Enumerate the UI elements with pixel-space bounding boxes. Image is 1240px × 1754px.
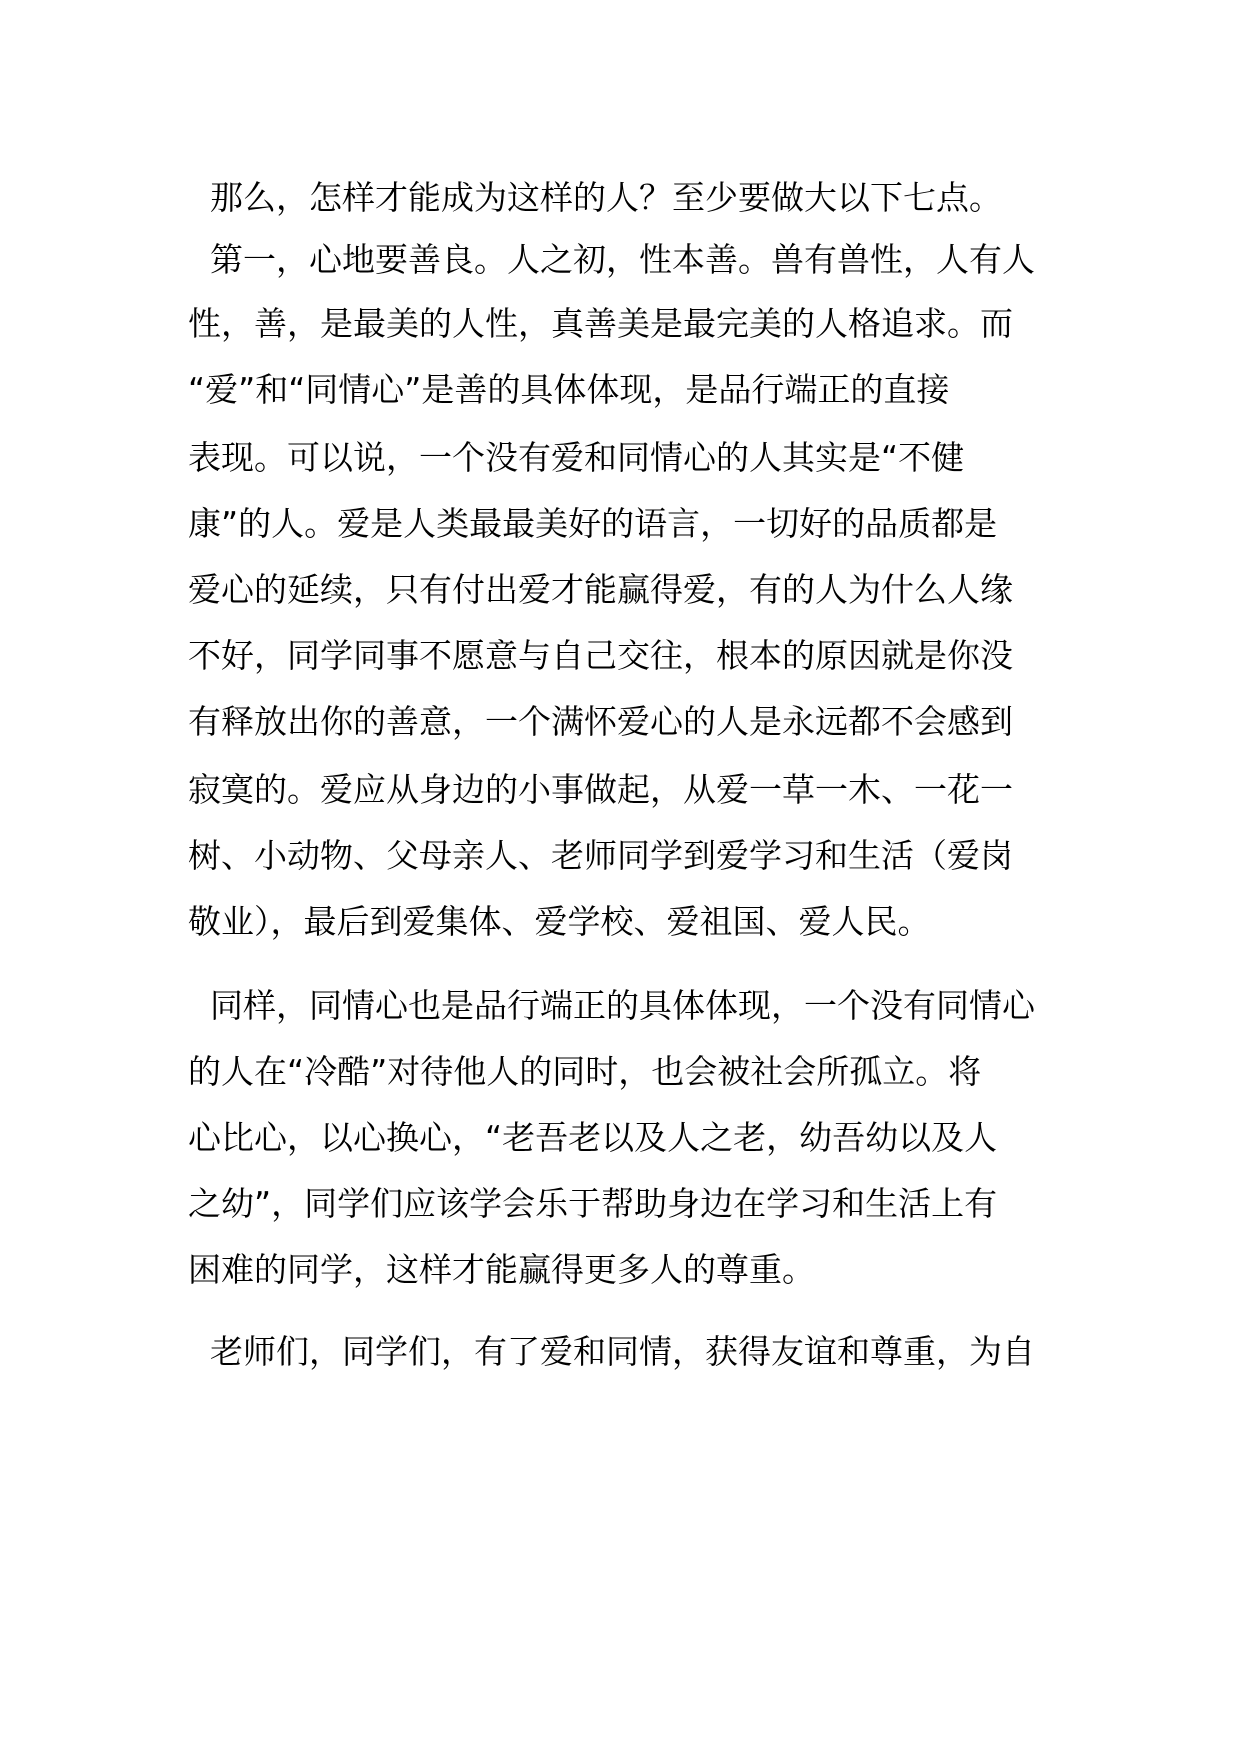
paragraph-3-line-3: 心比心，以心换心，“老吾老以及人之老，幼吾幼以及人 [188, 1118, 998, 1157]
paragraph-2-line-2: 性，善，是最美的人性，真善美是最完美的人格追求。而 [188, 304, 1013, 343]
paragraph-2-line-7: 不好，同学同事不愿意与自己交往，根本的原因就是你没 [188, 636, 1013, 675]
paragraph-3-line-5: 困难的同学，这样才能赢得更多人的尊重。 [188, 1250, 815, 1289]
paragraph-2-line-4: 表现。可以说，一个没有爱和同情心的人其实是“不健 [188, 438, 965, 477]
paragraph-1-line-1: 那么，怎样才能成为这样的人？至少要做大以下七点。 [210, 178, 1002, 217]
paragraph-2-line-5: 康”的人。爱是人类最最美好的语言，一切好的品质都是 [188, 504, 998, 543]
paragraph-2-line-9: 寂寞的。爱应从身边的小事做起，从爱一草一木、一花一 [188, 770, 1013, 809]
paragraph-2-line-8: 有释放出你的善意，一个满怀爱心的人是永远都不会感到 [188, 702, 1013, 741]
paragraph-2-line-10: 树、小动物、父母亲人、老师同学到爱学习和生活（爱岗 [188, 836, 1013, 875]
paragraph-3-line-4: 之幼”，同学们应该学会乐于帮助身边在学习和生活上有 [188, 1184, 998, 1223]
paragraph-4-line-1: 老师们，同学们，有了爱和同情，获得友谊和尊重，为自 [210, 1332, 1035, 1371]
paragraph-2-line-3: “爱”和“同情心”是善的具体体现，是品行端正的直接 [188, 370, 950, 409]
paragraph-3-line-2: 的人在“冷酷”对待他人的同时，也会被社会所孤立。将 [188, 1052, 982, 1091]
paragraph-2-line-11: 敬业），最后到爱集体、爱学校、爱祖国、爱人民。 [188, 902, 931, 941]
paragraph-2-line-1: 第一，心地要善良。人之初，性本善。兽有兽性，人有人 [210, 240, 1035, 279]
paragraph-2-line-6: 爱心的延续，只有付出爱才能赢得爱，有的人为什么人缘 [188, 570, 1013, 609]
paragraph-3-line-1: 同样，同情心也是品行端正的具体体现，一个没有同情心 [210, 986, 1035, 1025]
